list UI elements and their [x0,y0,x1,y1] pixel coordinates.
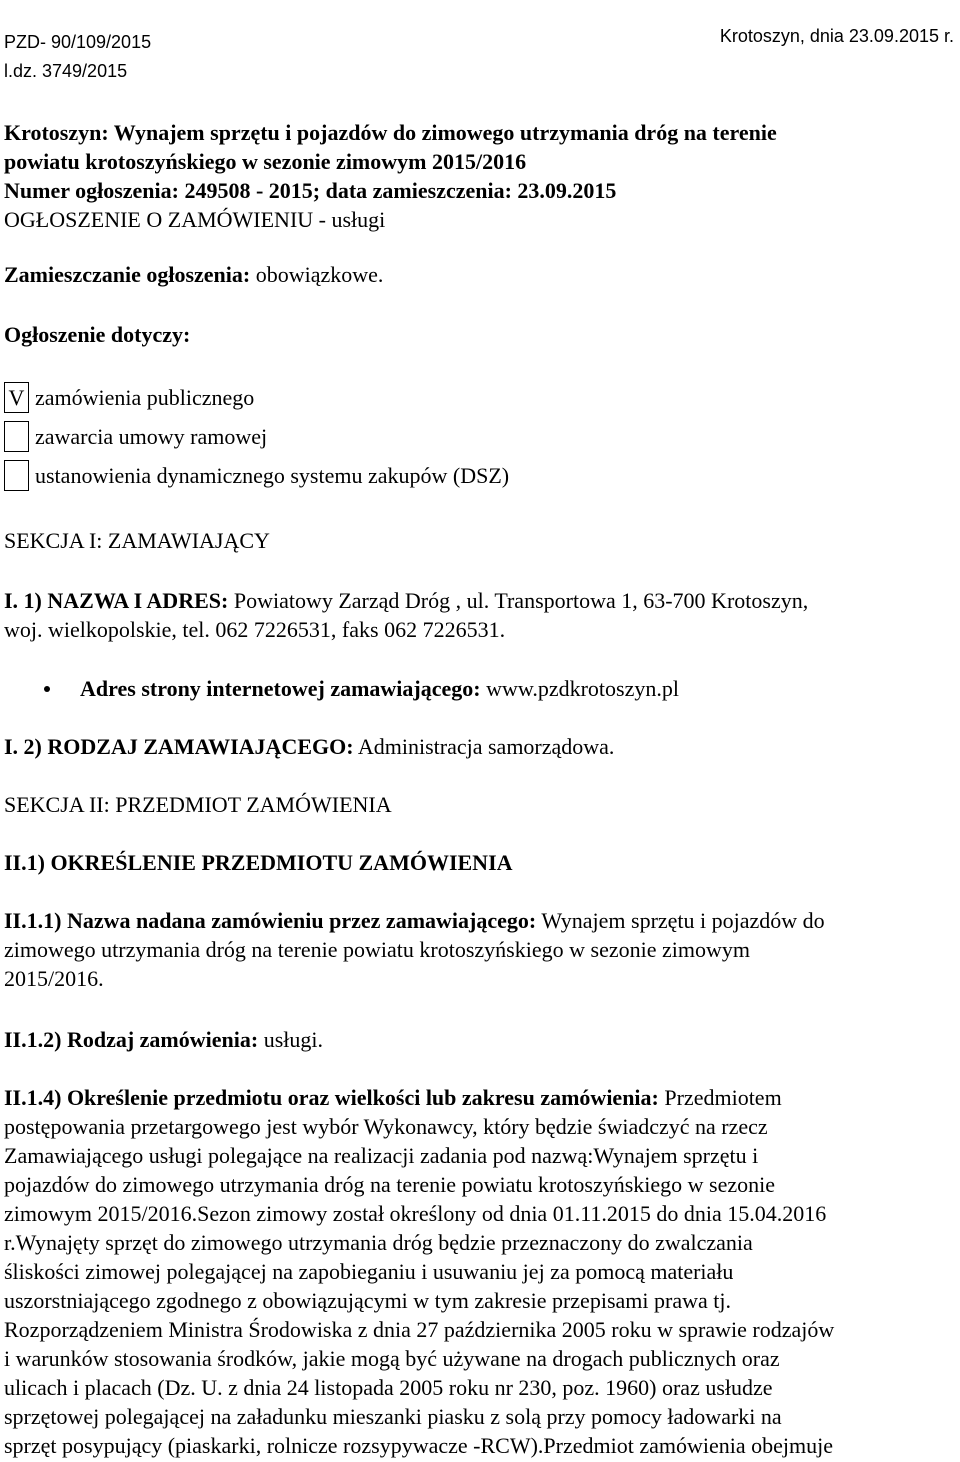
order-kind-label: II.1.2) Rodzaj zamówienia: [4,1027,259,1052]
section-2-subheading: II.1) OKREŚLENIE PRZEDMIOTU ZAMÓWIENIA [4,850,513,875]
order-name-value-3: 2015/2016. [4,966,104,991]
description-line: śliskości zimowej polegającej na zapobieganiu i usuwaniu jej za pomocą materiału [4,1259,734,1284]
title-line-4: OGŁOSZENIE O ZAMÓWIENIU - usługi [4,207,386,232]
order-name-label: II.1.1) Nazwa nadana zamówieniu przez zamawiającego: [4,908,537,933]
order-kind-row [4,1025,956,1054]
name-address-value-2: woj. wielkopolskie, tel. 062 7226531, faks 062 7226531. [4,617,506,642]
website-label: Adres strony internetowej zamawiającego: [80,676,481,701]
authority-type-label: I. 2) RODZAJ ZAMAWIAJĄCEGO: [4,734,354,759]
authority-type-value: Administracja samorządowa. [357,734,615,759]
order-kind-value: usługi. [263,1027,323,1052]
description-line: Rozporządzeniem Ministra Środowiska z dnia 27 października 2005 roku w sprawie rodzajów [4,1317,835,1342]
title-line-2: powiatu krotoszyńskiego w sezonie zimowym 2015/2016 [4,149,527,174]
title-line-1: Krotoszyn: Wynajem sprzętu i pojazdów do zimowego utrzymania dróg na terenie [4,120,777,145]
order-description-first: Przedmiotem [664,1085,782,1110]
order-name-block [4,906,956,993]
reference-line-2: l.dz. 3749/2015 [4,61,128,81]
name-address-label: I. 1) NAZWA I ADRES: [4,588,229,613]
description-line: ulicach i placach (Dz. U. z dnia 24 listopada 2005 roku nr 230, poz. 1960) oraz usłudze [4,1375,773,1400]
reference-numbers [4,28,151,86]
option-public-order: zamówienia publicznego [35,385,255,410]
title-line-3: Numer ogłoszenia: 249508 - 2015; data zamieszczenia: 23.09.2015 [4,178,617,203]
contracting-authority-name [4,586,956,644]
reference-line-1: PZD- 90/109/2015 [4,32,152,52]
section-2-heading: SEKCJA II: PRZEDMIOT ZAMÓWIENIA [4,792,392,817]
name-address-value-1: Powiatowy Zarząd Dróg , ul. Transportowa 1, 63-700 Krotoszyn, [233,588,809,613]
order-description-block [4,1083,956,1460]
placement-value: obowiązkowe. [255,262,384,287]
place-date: Krotoszyn, dnia 23.09.2015 r. [719,26,954,46]
order-name-value-1: Wynajem sprzętu i pojazdów do [541,908,825,933]
placement-row [4,260,956,289]
description-line: pojazdów do zimowego utrzymania dróg na terenie powiatu krotoszyńskiego w sezonie [4,1172,775,1197]
bullet-icon [44,686,50,692]
description-line: sprzętowej polegającej na załadunku mieszanki piasku z solą przy pomocy ładowarki na [4,1404,782,1429]
description-line: Zamawiającego usługi polegające na realizacji zadania pod nazwą:Wynajem sprzętu i [4,1143,759,1168]
description-line: postępowania przetargowego jest wybór Wykonawcy, który będzie świadczyć na rzecz [4,1114,768,1139]
description-line: i warunków stosowania środków, jakie mogą być używane na drogach publicznych oraz [4,1346,780,1371]
website-value: www.pzdkrotoszyn.pl [486,676,679,701]
placement-label: Zamieszczanie ogłoszenia: [4,262,251,287]
checkbox-framework-agreement [4,421,29,452]
description-line: sprzęt posypujący (piaskarki, rolnicze rozsypywacze -RCW).Przedmiot zamówienia obejmuje [4,1433,833,1458]
option-framework-agreement: zawarcia umowy ramowej [35,424,268,449]
description-line: uszorstniającego zgodnego z obowiązującymi w tym zakresie przepisami prawa tj. [4,1288,731,1313]
description-line: zimowym 2015/2016.Sezon zimowy został określony od dnia 01.11.2015 do dnia 15.04.2016 [4,1201,827,1226]
authority-type-row [4,732,956,761]
checkbox-dynamic-system [4,460,29,491]
order-name-value-2: zimowego utrzymania dróg na terenie powiatu krotoszyńskiego w sezonie zimowym [4,937,750,962]
concerns-options [4,382,956,494]
website-row [80,674,950,703]
description-line: r.Wynajęty sprzęt do zimowego utrzymania dróg będzie przeznaczony do zwalczania [4,1230,753,1255]
order-description-label: II.1.4) Określenie przedmiotu oraz wielkości lub zakresu zamówienia: [4,1085,659,1110]
concerns-label: Ogłoszenie dotyczy: [4,322,191,347]
section-1-heading: SEKCJA I: ZAMAWIAJĄCY [4,528,270,553]
checkbox-public-order: V [4,382,29,413]
notice-title [4,118,956,234]
order-description-lines [4,1112,956,1460]
option-dynamic-system: ustanowienia dynamicznego systemu zakupów (DSZ) [35,463,510,488]
